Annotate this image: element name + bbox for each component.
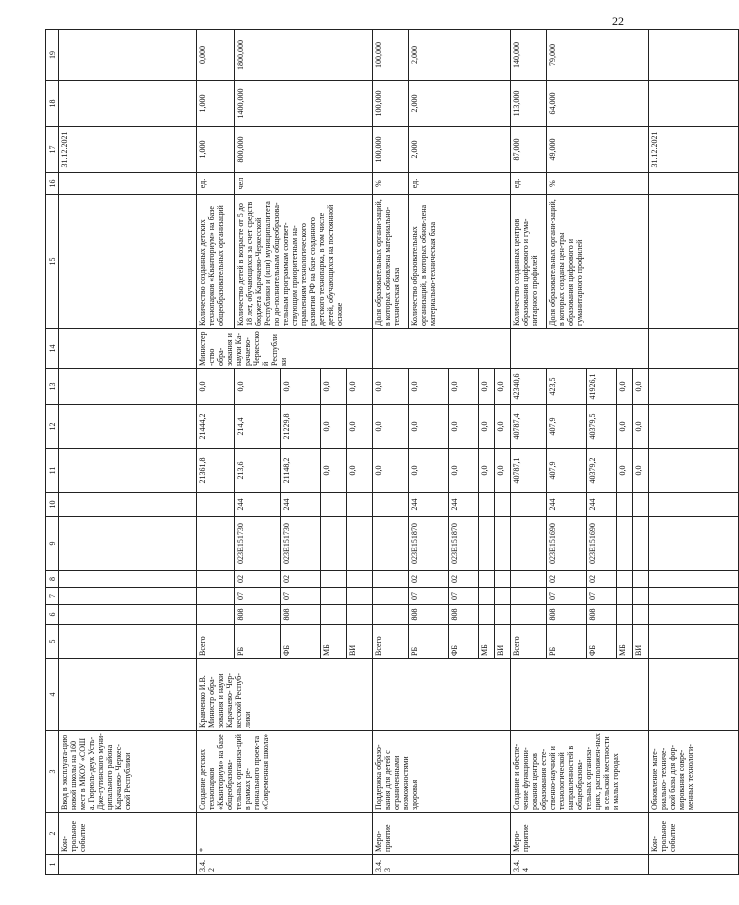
cell-c6 (617, 605, 633, 625)
cell-c3: Поддержка образо-вания для детей с ограниченными возможностями здоровья (373, 731, 511, 813)
cell-c9 (197, 517, 235, 571)
cell-c5: ВИ (495, 625, 511, 659)
cell-c13: 0,0 (235, 369, 281, 405)
cell-c13: 0,0 (197, 369, 235, 405)
page-number: 22 (612, 14, 624, 28)
table-row (511, 30, 547, 875)
column-header-15: 15 (46, 195, 59, 329)
cell-c12: 0,0 (617, 405, 633, 449)
cell-c3: Создание детских технопарков «Кванториум» на базе общеобразова-тельных организа-ций в рамках ре-гионального проек-та «Современная школа» (197, 731, 373, 813)
cell-c10: 244 (235, 493, 281, 517)
cell-c10: 244 (409, 493, 449, 517)
cell-c13: 0,0 (347, 369, 373, 405)
table-row (59, 30, 197, 875)
cell-c9 (649, 517, 739, 571)
cell-c3: Создание и обеспе-чение функциони-рования центров образования есте-ственно-научной и технологической направленностей в общеобразова-тельных организа-циях, расположен-ных в сельской местности и малых городах (511, 731, 649, 813)
cell-c11: 213,6 (235, 449, 281, 493)
cell-c18: 1,000 (197, 81, 235, 127)
cell-c6 (511, 605, 547, 625)
cell-c10 (479, 493, 495, 517)
cell-c19: 1800,000 (235, 30, 373, 81)
cell-c18: 113,000 (511, 81, 547, 127)
cell-c16 (59, 173, 197, 195)
cell-c7 (633, 588, 649, 605)
cell-c6 (633, 605, 649, 625)
cell-c6: 808 (547, 605, 587, 625)
cell-c8 (495, 571, 511, 588)
cell-c8: 02 (587, 571, 617, 588)
cell-c1 (649, 855, 739, 875)
cell-c13 (649, 369, 739, 405)
cell-c10 (649, 493, 739, 517)
cell-c19 (649, 30, 739, 81)
cell-c9 (347, 517, 373, 571)
cell-c8 (59, 571, 197, 588)
cell-c8: 02 (449, 571, 479, 588)
cell-c7: 07 (449, 588, 479, 605)
cell-c11: 21361,8 (197, 449, 235, 493)
column-header-10: 10 (46, 493, 59, 517)
cell-c9 (633, 517, 649, 571)
cell-c4: Кравченко И.В. Министр обра-зования и науки Карачаево- Чер-кесской Респуб-лики (197, 659, 373, 731)
cell-c7: 07 (547, 588, 587, 605)
cell-c19 (59, 30, 197, 81)
cell-c9: 023E151730 (235, 517, 281, 571)
cell-c15: Количество детей в возрасте от 5 до 18 лет, обучающихся за счет средств бюджета Карачаево-Черкесской Республики и (или) муниципалитета по до-полнительным общеобразова-тельным программам соответ-ствующим приоритетным на-правлениям технологического развития РФ на базе созданного детского технопарка, в том числе детей, обучающихся на постоянной основе (235, 195, 373, 329)
cell-c12: 407,9 (547, 405, 587, 449)
cell-c6: 808 (409, 605, 449, 625)
column-header-19: 19 (46, 30, 59, 81)
column-header-5: 5 (46, 625, 59, 659)
cell-c14 (59, 329, 197, 369)
column-header-13: 13 (46, 369, 59, 405)
cell-c13: 0,0 (373, 369, 409, 405)
table-row (197, 30, 235, 875)
cell-c4 (649, 659, 739, 731)
cell-c11: 0,0 (479, 449, 495, 493)
cell-c17: 31.12.2021 (649, 127, 739, 173)
cell-c6 (347, 605, 373, 625)
cell-c12: 0,0 (479, 405, 495, 449)
cell-c10 (347, 493, 373, 517)
column-header-16: 16 (46, 173, 59, 195)
cell-c13: 0,0 (281, 369, 321, 405)
cell-c5: РБ (547, 625, 587, 659)
cell-c3: Ввод в эксплуата-цию новой школы на 160 мест в МКОУ «СОШ а. Гюрюль-деук Усть- Дже-гутинского муни-ципального района Карачаево- Черкес-ской Республики (59, 731, 197, 813)
cell-c13: 423,5 (547, 369, 587, 405)
column-header-12: 12 (46, 405, 59, 449)
cell-c7 (649, 588, 739, 605)
cell-c15: Доля образовательных органи-заций, в которых созданы цен-тры образования цифрового и гуманитарного профилей (547, 195, 649, 329)
cell-c7 (373, 588, 409, 605)
table-row (649, 30, 739, 875)
cell-c17: 100,000 (373, 127, 409, 173)
cell-c9: 023E151690 (587, 517, 617, 571)
cell-c16: % (373, 173, 409, 195)
cell-c9 (59, 517, 197, 571)
cell-c2: Кон-трольное событие (59, 813, 197, 855)
cell-c11: 407,9 (547, 449, 587, 493)
cell-c12 (59, 405, 197, 449)
cell-c6 (373, 605, 409, 625)
cell-c8 (197, 571, 235, 588)
cell-c13: 0,0 (617, 369, 633, 405)
column-header-2: 2 (46, 813, 59, 855)
cell-c16: % (547, 173, 649, 195)
cell-c14 (373, 329, 511, 369)
column-header-3: 3 (46, 731, 59, 813)
cell-c19: 79,000 (547, 30, 649, 81)
cell-c15 (649, 195, 739, 329)
cell-c8 (511, 571, 547, 588)
cell-c3: Обновление мате-риально- техниче-ской базы для фор-мирования совре-менных технологи- (649, 731, 739, 813)
cell-c7 (197, 588, 235, 605)
cell-c7: 07 (235, 588, 281, 605)
cell-c18: 64,000 (547, 81, 649, 127)
cell-c7 (59, 588, 197, 605)
cell-c12: 0,0 (449, 405, 479, 449)
cell-c6 (495, 605, 511, 625)
cell-c11 (59, 449, 197, 493)
cell-c19: 100,000 (373, 30, 409, 81)
cell-c12: 0,0 (495, 405, 511, 449)
cell-c10 (511, 493, 547, 517)
cell-c12: 214,4 (235, 405, 281, 449)
cell-c5: РБ (235, 625, 281, 659)
cell-c2: * (197, 813, 373, 855)
table-row (373, 30, 409, 875)
cell-c18: 2,000 (409, 81, 511, 127)
cell-c1: 3.4.2 (197, 855, 373, 875)
cell-c12: 21229,8 (281, 405, 321, 449)
cell-c10: 244 (587, 493, 617, 517)
cell-c15: Доля образовательных органи-заций, в которых обновлена материально-техническая база (373, 195, 409, 329)
cell-c9: 023E151870 (409, 517, 449, 571)
cell-c8 (347, 571, 373, 588)
cell-c10 (59, 493, 197, 517)
cell-c4 (59, 659, 197, 731)
cell-c1: 3.4.3 (373, 855, 511, 875)
cell-c10: 244 (281, 493, 321, 517)
cell-c5: ФБ (281, 625, 321, 659)
cell-c17: 31.12.2021 (59, 127, 197, 173)
cell-c17: 49,000 (547, 127, 649, 173)
cell-c12: 0,0 (409, 405, 449, 449)
cell-c7 (617, 588, 633, 605)
cell-c9: 023E151690 (547, 517, 587, 571)
cell-c17: 800,000 (235, 127, 373, 173)
column-header-11: 11 (46, 449, 59, 493)
cell-c8: 02 (235, 571, 281, 588)
cell-c16 (649, 173, 739, 195)
cell-c7: 07 (281, 588, 321, 605)
column-header-9: 9 (46, 517, 59, 571)
cell-c7: 07 (409, 588, 449, 605)
cell-c13: 0,0 (321, 369, 347, 405)
cell-c8: 02 (547, 571, 587, 588)
cell-c18 (59, 81, 197, 127)
cell-c5 (649, 625, 739, 659)
cell-c9: 023E151870 (449, 517, 479, 571)
cell-c9 (617, 517, 633, 571)
cell-c5: Всего (373, 625, 409, 659)
cell-c6: 808 (281, 605, 321, 625)
cell-c19: 2,000 (409, 30, 511, 81)
table-header (46, 30, 59, 875)
cell-c12: 40787,4 (511, 405, 547, 449)
column-header-18: 18 (46, 81, 59, 127)
cell-c10 (321, 493, 347, 517)
cell-c1 (59, 855, 197, 875)
cell-c6 (59, 605, 197, 625)
cell-c17: 1,000 (197, 127, 235, 173)
cell-c9 (479, 517, 495, 571)
cell-c8 (649, 571, 739, 588)
cell-c6 (321, 605, 347, 625)
cell-c7 (495, 588, 511, 605)
cell-c8 (373, 571, 409, 588)
cell-c8 (633, 571, 649, 588)
cell-c12: 21444,2 (197, 405, 235, 449)
cell-c14: Министер-ство обра-зования и науки Ка-рачаево-Черкесской Республики (197, 329, 373, 369)
cell-c7 (479, 588, 495, 605)
cell-c11: 0,0 (617, 449, 633, 493)
cell-c10 (617, 493, 633, 517)
cell-c13: 0,0 (449, 369, 479, 405)
cell-c8: 02 (409, 571, 449, 588)
cell-c11: 0,0 (409, 449, 449, 493)
column-header-8: 8 (46, 571, 59, 588)
cell-c12: 40379,5 (587, 405, 617, 449)
cell-c5: МБ (321, 625, 347, 659)
cell-c9: 023E151730 (281, 517, 321, 571)
cell-c13: 0,0 (495, 369, 511, 405)
cell-c18 (649, 81, 739, 127)
cell-c13: 0,0 (633, 369, 649, 405)
cell-c6: 808 (587, 605, 617, 625)
cell-c7 (321, 588, 347, 605)
cell-c8 (479, 571, 495, 588)
cell-c10 (197, 493, 235, 517)
cell-c11: 0,0 (633, 449, 649, 493)
cell-c6: 808 (449, 605, 479, 625)
cell-c18: 100,000 (373, 81, 409, 127)
column-header-14: 14 (46, 329, 59, 369)
cell-c16: чел (235, 173, 373, 195)
cell-c7 (511, 588, 547, 605)
cell-c9 (495, 517, 511, 571)
cell-c12: 0,0 (347, 405, 373, 449)
cell-c14 (649, 329, 739, 369)
cell-c2: Меро-приятие (511, 813, 649, 855)
cell-c4 (511, 659, 649, 731)
cell-c9 (511, 517, 547, 571)
column-header-4: 4 (46, 659, 59, 731)
cell-c11: 0,0 (321, 449, 347, 493)
cell-c10 (495, 493, 511, 517)
cell-c12: 0,0 (321, 405, 347, 449)
cell-c10: 244 (449, 493, 479, 517)
cell-c5: МБ (479, 625, 495, 659)
column-header-6: 6 (46, 605, 59, 625)
cell-c12: 0,0 (373, 405, 409, 449)
cell-c11: 0,0 (449, 449, 479, 493)
cell-c5: Всего (197, 625, 235, 659)
cell-c6 (649, 605, 739, 625)
cell-c8 (617, 571, 633, 588)
cell-c19: 140,000 (511, 30, 547, 81)
cell-c10: 244 (547, 493, 587, 517)
table-body (59, 30, 739, 875)
cell-c15: Количество образовательных организаций, в которых обнов-лена материально-техническая база (409, 195, 511, 329)
cell-c2: Меро-приятие (373, 813, 511, 855)
cell-c11 (649, 449, 739, 493)
cell-c16: ед. (409, 173, 511, 195)
cell-c6 (479, 605, 495, 625)
cell-c5: ВИ (347, 625, 373, 659)
cell-c13: 0,0 (479, 369, 495, 405)
cell-c15 (59, 195, 197, 329)
cell-c5: ФБ (587, 625, 617, 659)
cell-c13: 0,0 (409, 369, 449, 405)
cell-c5: РБ (409, 625, 449, 659)
cell-c11: 0,0 (347, 449, 373, 493)
cell-c5: ВИ (633, 625, 649, 659)
cell-c18: 1400,000 (235, 81, 373, 127)
cell-c11: 40787,1 (511, 449, 547, 493)
cell-c13: 42340,6 (511, 369, 547, 405)
column-header-1: 1 (46, 855, 59, 875)
cell-c13 (59, 369, 197, 405)
cell-c14 (511, 329, 649, 369)
cell-c9 (321, 517, 347, 571)
cell-c5: Всего (511, 625, 547, 659)
cell-c5 (59, 625, 197, 659)
cell-c15: Количество созданных детских технопарков «Кванториум» на базе общеобразовательных организаций (197, 195, 235, 329)
column-header-7: 7 (46, 588, 59, 605)
cell-c13: 41926,1 (587, 369, 617, 405)
column-header-17: 17 (46, 127, 59, 173)
cell-c16: ед. (511, 173, 547, 195)
cell-c11: 0,0 (373, 449, 409, 493)
cell-c6 (197, 605, 235, 625)
cell-c10 (373, 493, 409, 517)
cell-c17: 87,000 (511, 127, 547, 173)
cell-c7 (347, 588, 373, 605)
cell-c12: 0,0 (633, 405, 649, 449)
cell-c6: 808 (235, 605, 281, 625)
cell-c5: МБ (617, 625, 633, 659)
cell-c8 (321, 571, 347, 588)
cell-c15: Количество созданных центров образования цифрового и гума-нитарного профилей (511, 195, 547, 329)
cell-c12 (649, 405, 739, 449)
cell-c16: ед. (197, 173, 235, 195)
cell-c17: 2,000 (409, 127, 511, 173)
cell-c11: 0,0 (495, 449, 511, 493)
cell-c4 (373, 659, 511, 731)
cell-c11: 21148,2 (281, 449, 321, 493)
cell-c2: Кон-трольное событие (649, 813, 739, 855)
program-table (45, 29, 739, 875)
cell-c7: 07 (587, 588, 617, 605)
cell-c1: 3.4.4 (511, 855, 649, 875)
cell-c11: 40379,2 (587, 449, 617, 493)
cell-c10 (633, 493, 649, 517)
cell-c19: 0,000 (197, 30, 235, 81)
cell-c9 (373, 517, 409, 571)
cell-c8: 02 (281, 571, 321, 588)
cell-c5: ФБ (449, 625, 479, 659)
